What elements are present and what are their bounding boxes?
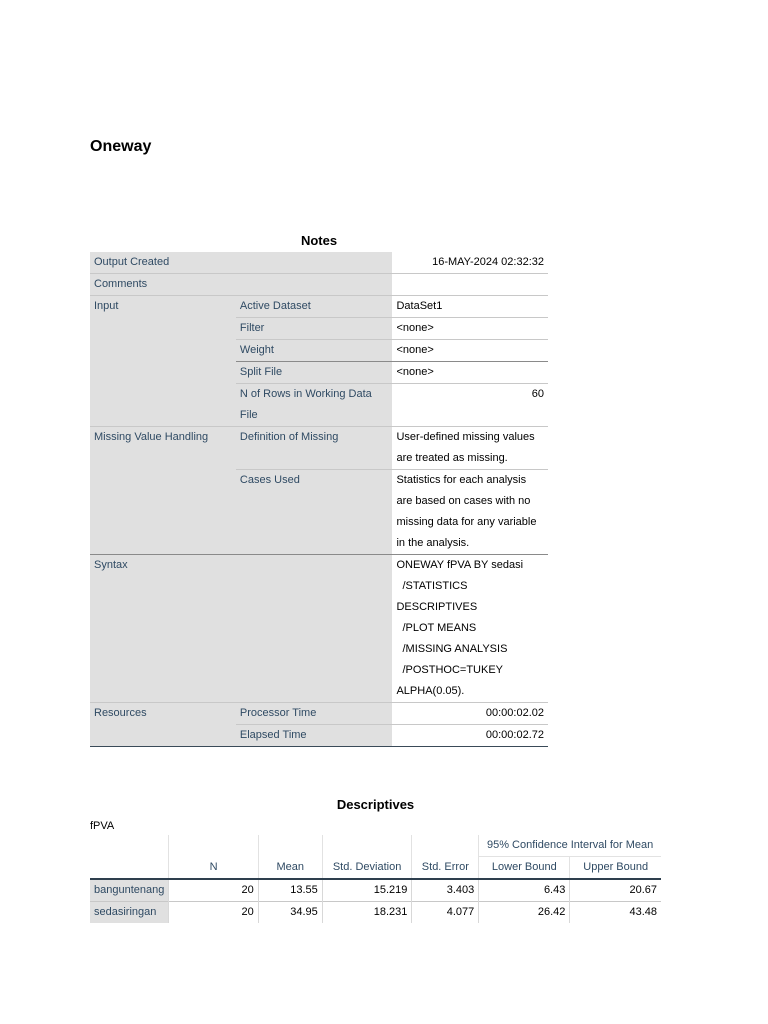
descriptives-table <box>90 835 661 923</box>
syntax-line3: DESCRIPTIVES <box>396 601 478 613</box>
syntax-line1: ONEWAY fPVA BY sedasi <box>396 559 524 571</box>
output-created-label: Output Created <box>90 252 392 274</box>
definition-of-missing-value <box>392 427 548 470</box>
descriptives-header-row-1 <box>90 835 661 857</box>
syntax-line2: /STATISTICS <box>402 580 468 592</box>
col-n-header: N <box>169 857 258 880</box>
syntax-line4: /PLOT MEANS <box>402 622 477 634</box>
cases-used-label: Cases Used <box>236 470 393 555</box>
cell-sd: 15.219 <box>322 879 412 902</box>
cell-n: 20 <box>169 902 258 924</box>
descriptives-variable: fPVA <box>90 820 115 832</box>
definition-of-missing-line1: User-defined missing values <box>396 431 535 443</box>
notes-table <box>90 252 548 747</box>
row-syntax <box>90 555 548 703</box>
split-file-value: <none> <box>392 362 548 384</box>
cases-used-line4: in the analysis. <box>396 537 470 549</box>
weight-label: Weight <box>236 340 393 362</box>
header-row-label-blank <box>90 857 169 880</box>
descriptives-header-row-2 <box>90 857 661 880</box>
filter-value: <none> <box>392 318 548 340</box>
n-rows-label-line2: File <box>239 409 258 421</box>
definition-of-missing-label: Definition of Missing <box>236 427 393 470</box>
n-rows-label <box>236 384 393 427</box>
n-rows-value: 60 <box>392 384 548 427</box>
syntax-line7: ALPHA(0.05). <box>396 685 465 697</box>
split-file-label: Split File <box>236 362 393 384</box>
output-created-value: 16-MAY-2024 02:32:32 <box>392 252 548 274</box>
col-upper-bound-header: Upper Bound <box>570 857 661 880</box>
cell-n: 20 <box>169 879 258 902</box>
cases-used-line1: Statistics for each analysis <box>396 474 527 486</box>
cell-lower-bound: 6.43 <box>479 879 570 902</box>
elapsed-time-value: 00:00:02.72 <box>392 725 548 747</box>
cell-lower-bound: 26.42 <box>479 902 570 924</box>
cell-sd: 18.231 <box>322 902 412 924</box>
cell-se: 4.077 <box>412 902 479 924</box>
table-row <box>90 902 661 924</box>
col-se-header: Std. Error <box>412 857 479 880</box>
row-definition-of-missing <box>90 427 548 470</box>
cases-used-line3: missing data for any variable <box>396 516 537 528</box>
syntax-line5: /MISSING ANALYSIS <box>402 643 508 655</box>
elapsed-time-label: Elapsed Time <box>236 725 393 747</box>
header-blank-mean <box>258 835 322 857</box>
col-sd-header: Std. Deviation <box>322 857 412 880</box>
weight-value: <none> <box>392 340 548 362</box>
active-dataset-label: Active Dataset <box>236 296 393 318</box>
cell-upper-bound: 20.67 <box>570 879 661 902</box>
missing-value-handling-label: Missing Value Handling <box>90 427 236 555</box>
col-mean-header: Mean <box>258 857 322 880</box>
cell-mean: 13.55 <box>258 879 322 902</box>
row-label: sedasiringan <box>90 902 169 924</box>
input-label: Input <box>90 296 236 427</box>
definition-of-missing-line2: are treated as missing. <box>396 452 508 464</box>
comments-label: Comments <box>90 274 392 296</box>
descriptives-title: Descriptives <box>336 797 415 812</box>
comments-value <box>392 274 548 296</box>
notes-title: Notes <box>300 233 338 248</box>
filter-label: Filter <box>236 318 393 340</box>
ci-header: 95% Confidence Interval for Mean <box>479 835 661 857</box>
header-blank-se <box>412 835 479 857</box>
cell-se: 3.403 <box>412 879 479 902</box>
syntax-label: Syntax <box>90 555 392 703</box>
resources-label: Resources <box>90 703 236 747</box>
row-active-dataset <box>90 296 548 318</box>
row-output-created <box>90 252 548 274</box>
row-processor-time <box>90 703 548 725</box>
header-blank-n <box>169 835 258 857</box>
processor-time-label: Processor Time <box>236 703 393 725</box>
cases-used-value <box>392 470 548 555</box>
row-comments <box>90 274 548 296</box>
active-dataset-value: DataSet1 <box>392 296 548 318</box>
header-blank <box>90 835 169 857</box>
row-label: banguntenang <box>90 879 169 902</box>
page-title: Oneway <box>90 138 152 155</box>
cases-used-line2: are based on cases with no <box>396 495 531 507</box>
header-blank-sd <box>322 835 412 857</box>
cell-mean: 34.95 <box>258 902 322 924</box>
syntax-value <box>392 555 548 703</box>
col-lower-bound-header: Lower Bound <box>479 857 570 880</box>
n-rows-label-line1: N of Rows in Working Data <box>239 388 372 400</box>
cell-upper-bound: 43.48 <box>570 902 661 924</box>
processor-time-value: 00:00:02.02 <box>392 703 548 725</box>
syntax-line6: /POSTHOC=TUKEY <box>402 664 504 676</box>
table-row <box>90 879 661 902</box>
